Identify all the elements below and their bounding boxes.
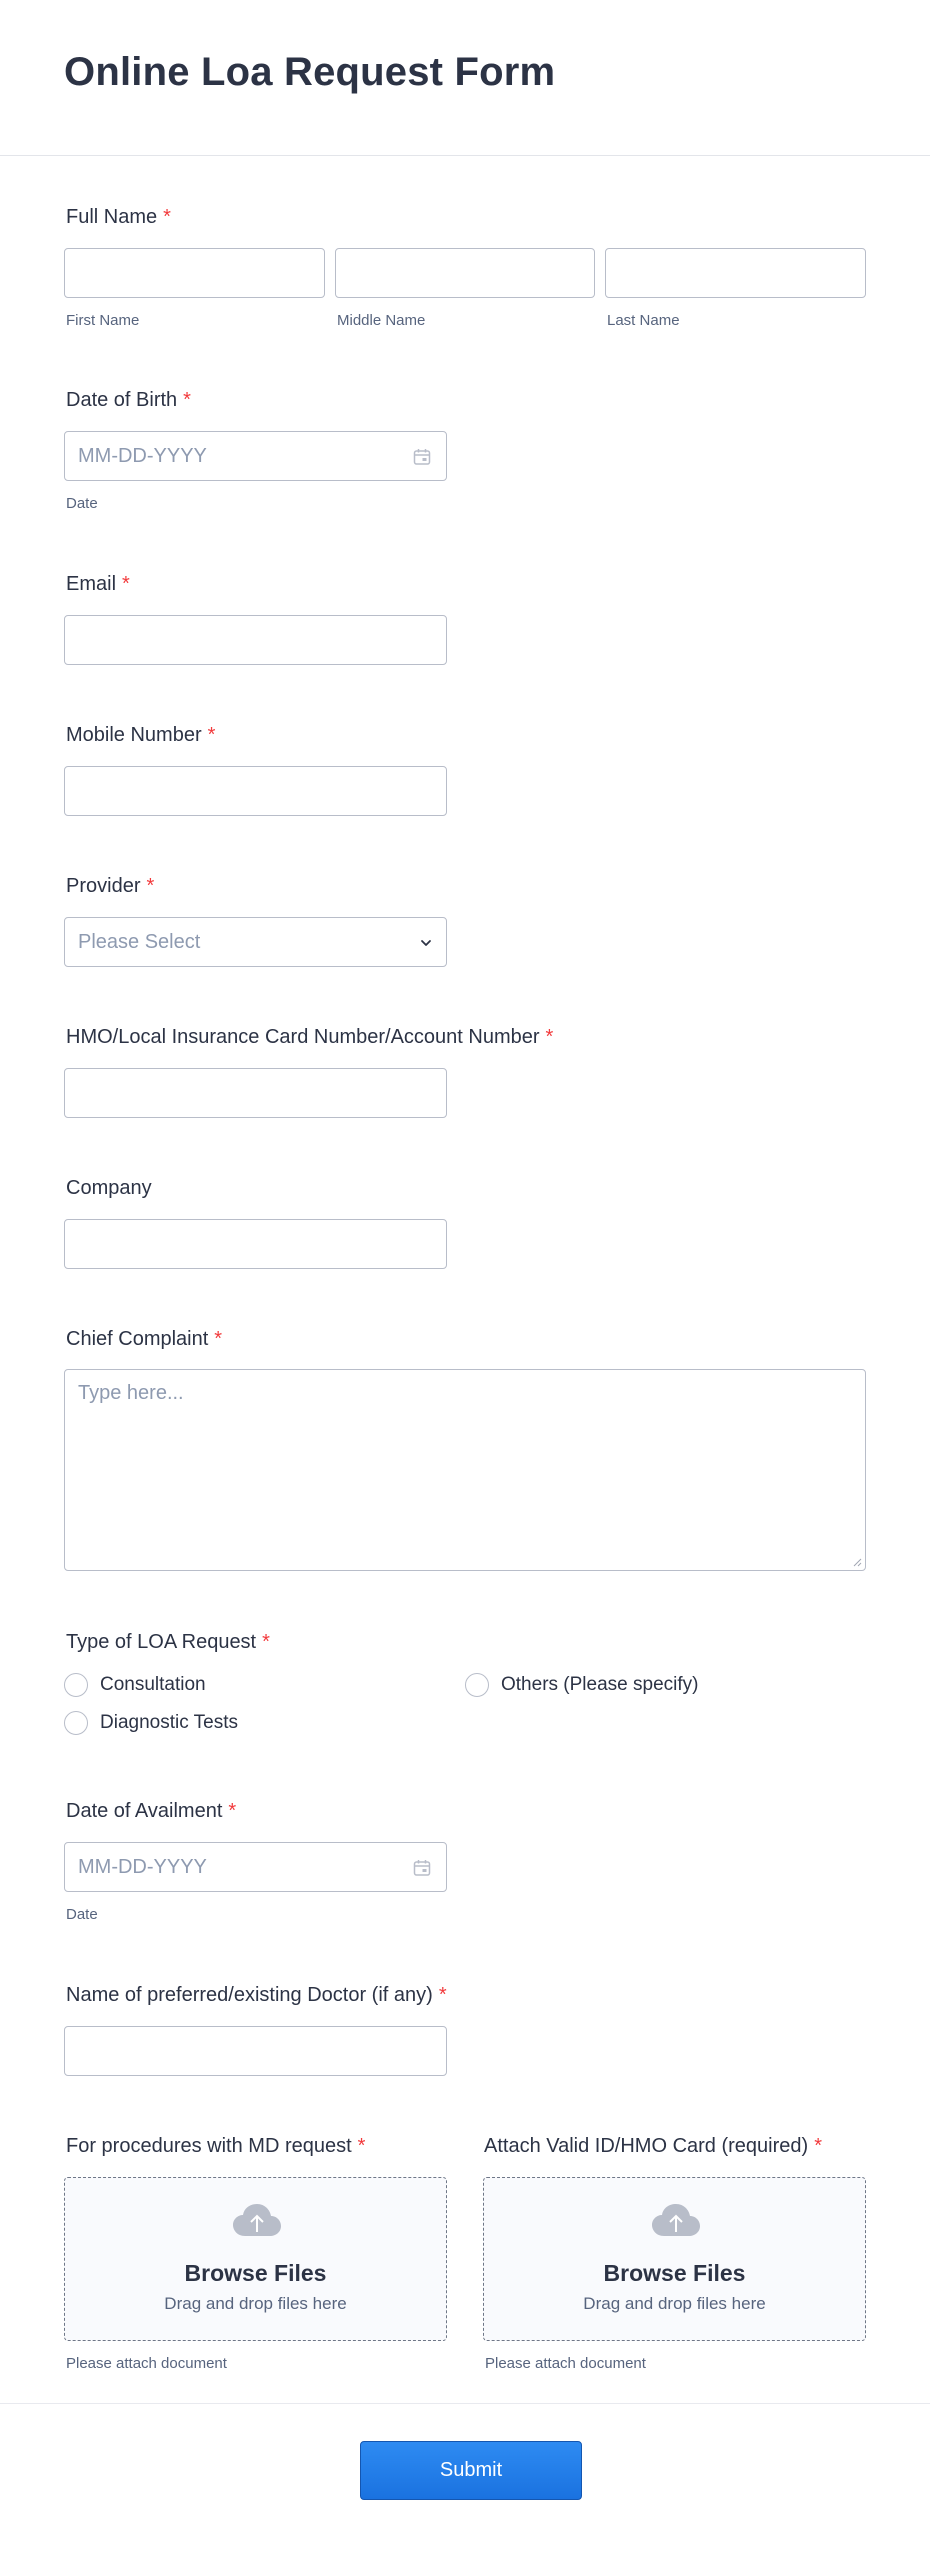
calendar-icon[interactable] xyxy=(412,447,432,467)
loa-type-label xyxy=(66,1631,270,1654)
chevron-down-icon[interactable] xyxy=(418,935,434,951)
complaint-label-text: Chief Complaint xyxy=(66,1328,209,1350)
availment-sublabel: Date xyxy=(66,1906,98,1923)
doctor-label xyxy=(66,1984,447,2007)
radio-label: Diagnostic Tests xyxy=(100,1712,238,1733)
radio-diagnostic-tests[interactable] xyxy=(64,1709,238,1737)
radio-label: Consultation xyxy=(100,1674,206,1695)
mobile-label xyxy=(66,724,215,747)
resize-handle-icon[interactable] xyxy=(852,1557,862,1567)
doctor-label-text: Name of preferred/existing Doctor (if any) xyxy=(66,1984,433,2006)
full-name-label-text: Full Name xyxy=(66,206,158,228)
required-mark: * xyxy=(122,573,130,595)
mobile-input[interactable] xyxy=(64,766,447,816)
availment-input[interactable] xyxy=(64,1842,447,1892)
required-mark: * xyxy=(545,1026,554,1048)
required-mark: * xyxy=(357,2135,366,2157)
browse-files-label[interactable]: Browse Files xyxy=(184,2260,327,2286)
upload-id-label-text: Attach Valid ID/HMO Card (required) xyxy=(484,2135,809,2157)
availment-placeholder: MM-DD-YYYY xyxy=(78,1856,207,1878)
required-mark: * xyxy=(207,724,216,746)
dob-label xyxy=(66,389,191,412)
upload-id-sublabel: Please attach document xyxy=(485,2355,646,2372)
radio-others[interactable] xyxy=(465,1671,698,1699)
required-mark: * xyxy=(146,875,155,897)
radio-label: Others (Please specify) xyxy=(501,1674,699,1695)
radio-circle[interactable] xyxy=(64,1673,88,1697)
required-mark: * xyxy=(163,206,171,228)
company-label-text: Company xyxy=(66,1177,152,1199)
form-header xyxy=(0,0,930,156)
upload-md-sublabel: Please attach document xyxy=(66,2355,227,2372)
required-mark: * xyxy=(228,1800,237,1822)
dob-label-text: Date of Birth xyxy=(66,389,178,411)
required-mark: * xyxy=(262,1631,270,1653)
submit-button[interactable]: Submit xyxy=(360,2441,582,2500)
provider-label-text: Provider xyxy=(66,875,141,897)
card-number-input[interactable] xyxy=(64,1068,447,1118)
last-name-sublabel: Last Name xyxy=(607,312,680,329)
doctor-input[interactable] xyxy=(64,2026,447,2076)
middle-name-input[interactable] xyxy=(335,248,595,298)
drag-drop-hint: Drag and drop files here xyxy=(583,2294,766,2313)
radio-circle[interactable] xyxy=(64,1711,88,1735)
full-name-label xyxy=(66,206,171,229)
mobile-label-text: Mobile Number xyxy=(66,724,202,746)
upload-id-dropzone[interactable] xyxy=(483,2177,866,2341)
required-mark: * xyxy=(814,2135,822,2157)
radio-circle[interactable] xyxy=(465,1673,489,1697)
required-mark: * xyxy=(214,1328,223,1350)
middle-name-sublabel: Middle Name xyxy=(337,312,426,329)
dob-placeholder: MM-DD-YYYY xyxy=(78,445,207,467)
provider-label xyxy=(66,875,154,898)
upload-md-label-text: For procedures with MD request xyxy=(66,2135,352,2157)
dob-sublabel: Date xyxy=(66,495,98,512)
complaint-label xyxy=(66,1328,222,1351)
company-input[interactable] xyxy=(64,1219,447,1269)
cloud-upload-icon xyxy=(231,2202,283,2238)
required-mark: * xyxy=(438,1984,447,2006)
email-input[interactable] xyxy=(64,615,447,665)
radio-consultation[interactable] xyxy=(64,1671,206,1699)
provider-selected-value: Please Select xyxy=(78,931,201,953)
complaint-placeholder: Type here... xyxy=(78,1382,184,1404)
cloud-upload-icon xyxy=(650,2202,702,2238)
email-label-text: Email xyxy=(66,573,117,595)
card-number-label xyxy=(66,1026,553,1049)
availment-label-text: Date of Availment xyxy=(66,1800,223,1822)
dob-input[interactable] xyxy=(64,431,447,481)
email-label xyxy=(66,573,130,596)
last-name-input[interactable] xyxy=(605,248,866,298)
browse-files-label[interactable]: Browse Files xyxy=(603,2260,746,2286)
calendar-icon[interactable] xyxy=(412,1858,432,1878)
upload-id-label xyxy=(484,2135,822,2158)
provider-select[interactable] xyxy=(64,917,447,967)
loa-type-label-text: Type of LOA Request xyxy=(66,1631,257,1653)
company-label xyxy=(66,1177,152,1200)
form-title: Online Loa Request Form xyxy=(64,50,556,94)
drag-drop-hint: Drag and drop files here xyxy=(164,2294,347,2313)
first-name-sublabel: First Name xyxy=(66,312,140,329)
footer-divider xyxy=(0,2403,930,2404)
complaint-textarea[interactable] xyxy=(64,1369,866,1571)
availment-label xyxy=(66,1800,236,1823)
card-number-label-text: HMO/Local Insurance Card Number/Account Number xyxy=(66,1026,540,1048)
first-name-input[interactable] xyxy=(64,248,325,298)
upload-md-label xyxy=(66,2135,365,2158)
upload-md-dropzone[interactable] xyxy=(64,2177,447,2341)
required-mark: * xyxy=(183,389,191,411)
